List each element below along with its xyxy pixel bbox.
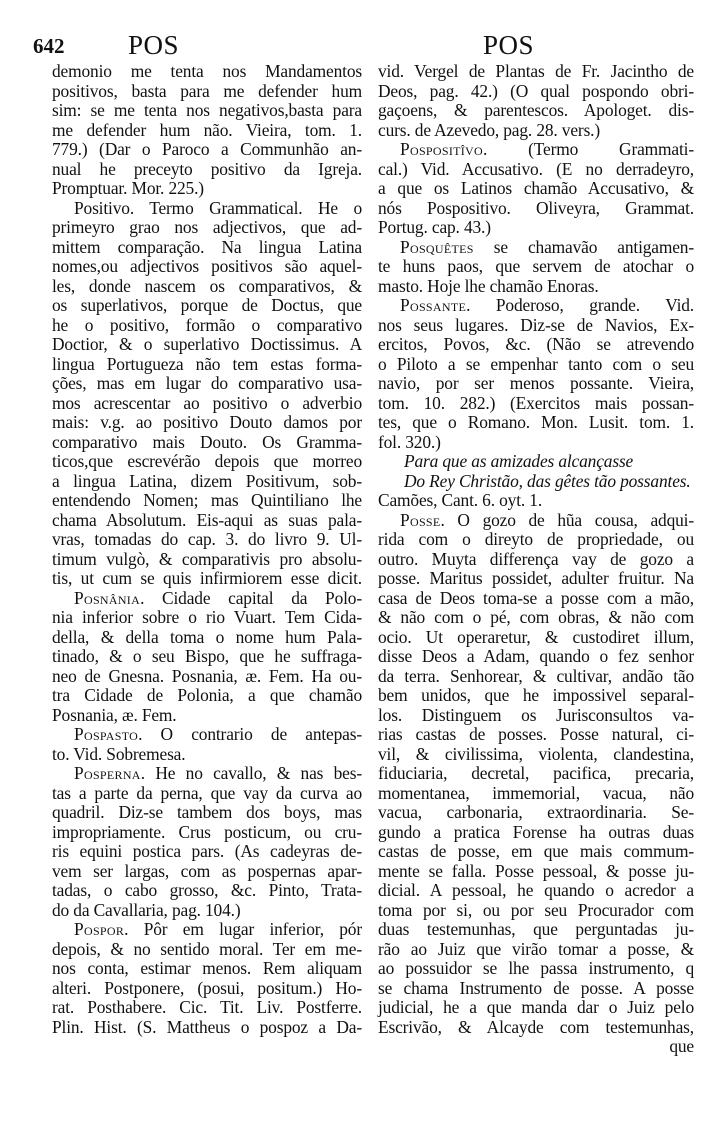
line-text: do da Cavallaria, pag. 104.) xyxy=(52,899,241,920)
text-line xyxy=(52,277,362,297)
line-text: vacua, carbonaria, extraordinaria. Se- xyxy=(378,802,694,822)
line-text: Camões, Cant. 6. oyt. 1. xyxy=(378,490,543,510)
text-line xyxy=(52,374,362,394)
text-line xyxy=(52,199,362,219)
line-text: tinado, & o seu Bispo, que he suffraga- xyxy=(52,646,362,666)
line-text: mais: v.g. ao positivo Douto damos por xyxy=(52,412,362,432)
entry-start-line xyxy=(378,140,694,160)
line-text: . Poderoso, grande. Vid. xyxy=(466,295,694,315)
entry-headword: Pospor xyxy=(74,919,125,939)
text-line xyxy=(378,959,694,979)
entry-start-line xyxy=(52,589,362,609)
line-text: alteri. Postponere, (posui, positum.) Ho- xyxy=(52,977,362,998)
line-text: momentanea, immemorial, vacua, não xyxy=(378,782,694,803)
text-line xyxy=(52,316,362,336)
text-line xyxy=(378,413,694,433)
entry-headword: Posse xyxy=(400,509,441,530)
line-text: . Cidade capital da Polo- xyxy=(140,587,362,608)
text-line xyxy=(378,277,694,297)
right-column xyxy=(378,62,694,1057)
text-line xyxy=(52,511,362,531)
line-text: ercitos, Povos, &c. (Não se atrevendo xyxy=(378,334,694,354)
text-line xyxy=(378,355,694,375)
line-text: . O contrario de antepas- xyxy=(138,724,362,744)
entry-headword: Possante xyxy=(400,295,467,315)
text-line xyxy=(52,62,362,82)
line-text: da terra. Senhorear, & cultivar, andão tão xyxy=(378,665,694,686)
text-line xyxy=(52,647,362,667)
line-text: . O gozo de hũa cousa, adqui- xyxy=(440,509,694,530)
text-line xyxy=(52,335,362,355)
line-text: outro. Muyta differença vay de gozo a xyxy=(378,548,694,569)
text-line xyxy=(378,82,694,102)
text-line xyxy=(52,784,362,804)
text-line xyxy=(378,1037,694,1057)
text-line xyxy=(378,374,694,394)
page-header xyxy=(0,30,709,62)
entry-headword: Pospasto xyxy=(74,724,139,744)
left-column xyxy=(52,62,362,1037)
text-line xyxy=(52,998,362,1018)
text-line xyxy=(52,238,362,258)
line-text: he o positivo, formão o comparativo xyxy=(52,314,362,335)
text-line xyxy=(378,101,694,121)
line-text: tom. 10. 282.) (Exercitos mais possan- xyxy=(378,392,694,413)
text-line xyxy=(52,686,362,706)
line-text: Promptuar. Mor. 225.) xyxy=(52,178,204,198)
text-line xyxy=(378,550,694,570)
text-line xyxy=(378,979,694,999)
line-text: sim: se me tenta nos negativos,basta para xyxy=(52,100,362,120)
entry-start-line xyxy=(378,511,694,531)
entry-start-line xyxy=(52,725,362,745)
line-text: ticos,que escrevérão depois que morreo xyxy=(52,451,362,471)
text-line xyxy=(378,160,694,180)
line-text: 779.) (Dar o Paroco a Communhão an- xyxy=(52,139,362,159)
line-text: les, donde nascem os comparativos, & xyxy=(52,275,362,296)
text-line xyxy=(52,433,362,453)
line-text: depois, & no sentido moral. Ter em me- xyxy=(52,938,362,959)
line-text: Portug. cap. 43.) xyxy=(378,217,491,237)
text-line xyxy=(378,589,694,609)
text-line xyxy=(378,803,694,823)
text-line xyxy=(378,647,694,667)
line-text: que xyxy=(669,1036,694,1056)
line-text: vid. Vergel de Plantas de Fr. Jacintho de xyxy=(378,61,694,81)
line-text: mos acrescentar ao positivo o adverbio xyxy=(52,392,362,413)
line-text: nia inferior sobre o rio Vuart. Tem Cida- xyxy=(52,607,362,627)
text-line xyxy=(52,101,362,121)
text-line xyxy=(52,706,362,726)
text-line xyxy=(52,1018,362,1038)
entry-headword: Posnânia xyxy=(74,587,141,608)
text-line xyxy=(378,784,694,804)
line-text: se chama Instrumento de posse. A posse xyxy=(378,977,694,998)
text-line xyxy=(52,140,362,160)
entry-start-line xyxy=(378,296,694,316)
text-line xyxy=(52,979,362,999)
line-text: tis, ut cum se quis infirmiorem esse dicit. xyxy=(52,568,362,588)
text-line xyxy=(378,881,694,901)
text-line xyxy=(52,82,362,102)
line-text: ris equini postica pars. (As cadeyras de- xyxy=(52,841,362,861)
line-text: casa de Deos toma-se a posse com a mão, xyxy=(378,587,694,608)
line-text: ao possuidor se lhe passa instrumento, q xyxy=(378,958,694,978)
line-text: se chamavão antigamen- xyxy=(473,236,694,257)
line-text: positivos, basta para me defender hum xyxy=(52,80,362,101)
line-text: della, & della toma o nome hum Pala- xyxy=(52,626,362,647)
line-text: los. Distinguem os Jurisconsultos va- xyxy=(378,704,694,725)
line-text: lingua Portugueza não tem estas forma- xyxy=(52,353,362,374)
line-text: a lingua Latina, dizem Positivum, sob- xyxy=(52,470,362,491)
line-text: os superlativos, porque de Doctus, que xyxy=(52,295,362,315)
text-line xyxy=(52,452,362,472)
line-text: tas a parte da perna, que vay da curva ao xyxy=(52,782,362,803)
line-text: castas de posse, em que mais commum- xyxy=(378,841,694,861)
text-line xyxy=(52,901,362,921)
text-line xyxy=(378,491,694,511)
text-line xyxy=(52,355,362,375)
line-text: quadril. Diz-se tambem dos boys, mas xyxy=(52,802,362,822)
entry-start-line xyxy=(378,238,694,258)
line-text: gundo a pratica Forense ha outras duas xyxy=(378,821,694,842)
text-line xyxy=(378,608,694,628)
line-text: Deos, pag. 42.) (O qual pospondo obri- xyxy=(378,80,694,101)
line-text: rias castas de posses. Posse natural, ci- xyxy=(378,724,694,744)
text-line xyxy=(378,940,694,960)
line-text: & não com o pé, com obras, & não com xyxy=(378,607,694,627)
entry-headword: Pospositîvo xyxy=(400,139,483,159)
text-line xyxy=(378,842,694,862)
line-text: fiduciaria, decretal, pacifica, precaria, xyxy=(378,763,694,783)
line-text: impropriamente. Crus posticum, ou cru- xyxy=(52,821,362,842)
line-text: primeyro grao nos adjectivos, que ad- xyxy=(52,217,362,237)
text-line xyxy=(52,803,362,823)
line-text: Para que as amizades alcançasse xyxy=(404,451,634,471)
line-text: o Piloto a se empenhar tanto com o seu xyxy=(378,353,694,374)
line-text: masto. Hoje lhe chamão Enoras. xyxy=(378,275,599,296)
text-line xyxy=(378,686,694,706)
line-text: entendendo Nomen; mas Quintiliano lhe xyxy=(52,490,362,510)
line-text: me defender hum não. Vieira, tom. 1. xyxy=(52,119,362,140)
line-text: neo de Gnesna. Posnania, æ. Fem. Ha ou- xyxy=(52,665,362,686)
page-number: 642 xyxy=(33,34,65,58)
text-line xyxy=(378,62,694,82)
text-line xyxy=(378,823,694,843)
line-text: navio, por ser menos possante. Vieira, xyxy=(378,373,694,393)
text-line xyxy=(378,862,694,882)
text-line xyxy=(52,940,362,960)
text-line xyxy=(52,550,362,570)
line-text: curs. de Azevedo, pag. 28. vers.) xyxy=(378,119,601,140)
text-line xyxy=(378,725,694,745)
line-text: judicial, he a que manda dar o Juiz pelo xyxy=(378,997,694,1017)
text-line xyxy=(52,121,362,141)
line-text: ções, mas em lugar do comparativo usa- xyxy=(52,373,362,393)
text-line xyxy=(52,569,362,589)
line-text: bem unidos, que he impossivel separal- xyxy=(378,685,694,705)
line-text: cal.) Vid. Accusativo. (E no derradeyro, xyxy=(378,158,694,179)
text-line xyxy=(378,121,694,141)
text-line xyxy=(52,823,362,843)
text-line xyxy=(378,920,694,940)
verse-line xyxy=(378,452,694,472)
line-text: rida com o direyto de propriedade, ou xyxy=(378,529,694,549)
text-line xyxy=(378,569,694,589)
line-text: chama Absolutum. Eis-aqui as suas pala- xyxy=(52,509,362,530)
text-line xyxy=(52,881,362,901)
line-text: dicial. A pessoal, he quando o acredor a xyxy=(378,880,694,900)
text-line xyxy=(52,472,362,492)
line-text: disse Deos a Adam, quando o fez senhor xyxy=(378,646,694,666)
text-line xyxy=(378,764,694,784)
line-text: Posnania, æ. Fem. xyxy=(52,704,177,725)
line-text: nós Pospositivo. Oliveyra, Grammat. xyxy=(378,197,694,218)
text-line xyxy=(52,394,362,414)
line-text: Escrivão, & Alcayde com testemunhas, xyxy=(378,1016,694,1037)
line-text: nos seus lugares. Diz-se de Navios, Ex- xyxy=(378,314,694,335)
text-line xyxy=(378,394,694,414)
line-text: mittem comparação. Na lingua Latina xyxy=(52,236,362,257)
line-text: vem ser largas, com as pospernas apar- xyxy=(52,860,362,881)
line-text: vras, tomadas do cap. 3. do livro 9. Ul- xyxy=(52,529,362,549)
text-line xyxy=(378,628,694,648)
text-line xyxy=(378,257,694,277)
line-text: to. Vid. Sobremesa. xyxy=(52,743,186,764)
text-line xyxy=(52,667,362,687)
line-text: toma por si, ou por seu Procurador com xyxy=(378,899,694,920)
text-line xyxy=(378,335,694,355)
entry-start-line xyxy=(52,764,362,784)
line-text: a que os Latinos chamão Accusativo, & xyxy=(378,178,694,198)
text-line xyxy=(52,257,362,277)
text-line xyxy=(378,1018,694,1038)
line-text: te huns paos, que servem de atochar o xyxy=(378,256,694,276)
text-line xyxy=(52,959,362,979)
line-text: timum vulgò, & comparativis pro absolu- xyxy=(52,548,362,569)
text-line xyxy=(378,706,694,726)
text-line xyxy=(52,491,362,511)
line-text: ocio. Ut operaretur, & custodiret illum, xyxy=(378,626,694,647)
line-text: . He no cavallo, & nas bes- xyxy=(140,763,362,783)
text-line xyxy=(52,218,362,238)
line-text: . Pôr em lugar inferior, pór xyxy=(124,919,362,939)
line-text: . (Termo Grammati- xyxy=(482,139,694,159)
line-text: Positivo. Termo Grammatical. He o xyxy=(74,197,362,218)
text-line xyxy=(52,160,362,180)
line-text: nos conta, estimar menos. Rem aliquam xyxy=(52,958,362,978)
line-text: demonio me tenta nos Mandamentos xyxy=(52,61,362,81)
text-line xyxy=(378,199,694,219)
text-line xyxy=(378,316,694,336)
text-line xyxy=(378,218,694,238)
line-text: Doctior, & o superlativo Doctissimus. A xyxy=(52,334,362,354)
line-text: tra Cidade de Polonia, a que chamão xyxy=(52,685,362,705)
text-line xyxy=(52,296,362,316)
text-line xyxy=(52,628,362,648)
text-line xyxy=(378,530,694,550)
text-line xyxy=(52,862,362,882)
line-text: fol. 320.) xyxy=(378,431,441,452)
entry-headword: Posquêtes xyxy=(400,236,474,257)
line-text: nomes,ou adjectivos positivos são aquel- xyxy=(52,256,362,276)
running-head-right: POS xyxy=(483,30,535,60)
line-text: Plin. Hist. (S. Mattheus o pospoz a Da- xyxy=(52,1016,362,1037)
line-text: posse. Maritus possidet, adulter fruitur. Na xyxy=(378,568,694,588)
line-text: tadas, o cabo grosso, &c. Pinto, Trata- xyxy=(52,880,362,900)
text-line xyxy=(378,745,694,765)
line-text: comparativo mais Douto. Os Gramma- xyxy=(52,431,362,452)
line-text: vil, & civilissima, violenta, clandestina, xyxy=(378,743,694,764)
verse-line xyxy=(378,472,694,492)
text-line xyxy=(378,667,694,687)
text-line xyxy=(52,413,362,433)
running-head-left: POS xyxy=(128,30,180,60)
line-text: Do Rey Christão, das gêtes tão possantes. xyxy=(404,470,691,491)
line-text: gaçoens, & parentescos. Apologet. dis- xyxy=(378,100,694,120)
entry-headword: Posperna xyxy=(74,763,141,783)
text-line xyxy=(52,608,362,628)
line-text: tes, que o Romano. Mon. Lusit. tom. 1. xyxy=(378,412,694,432)
line-text: duas testemunhas, que perguntadas ju- xyxy=(378,919,694,939)
text-line xyxy=(378,998,694,1018)
line-text: rão ao Juiz que virão tomar a posse, & xyxy=(378,938,694,959)
line-text: nual he preceyto positivo da Igreja. xyxy=(52,158,362,179)
text-line xyxy=(52,842,362,862)
text-line xyxy=(52,179,362,199)
line-text: mente se falla. Posse pessoal, & posse ju- xyxy=(378,860,694,881)
entry-start-line xyxy=(52,920,362,940)
text-line xyxy=(378,179,694,199)
text-line xyxy=(378,901,694,921)
text-line xyxy=(52,745,362,765)
text-line xyxy=(52,530,362,550)
line-text: rat. Posthabere. Cic. Tit. Liv. Postferre. xyxy=(52,997,362,1017)
text-line xyxy=(378,433,694,453)
